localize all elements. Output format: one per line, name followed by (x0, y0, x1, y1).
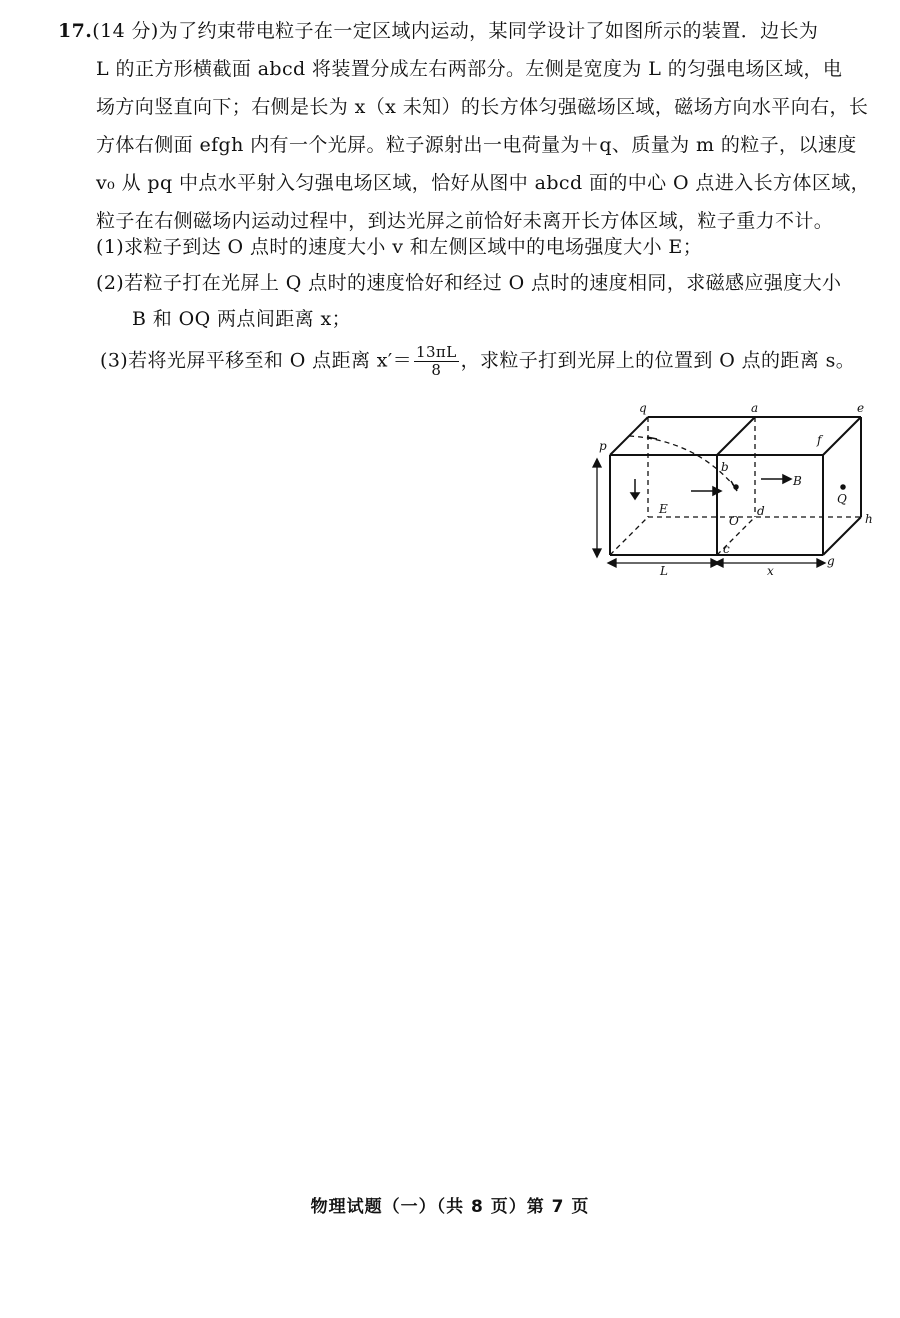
page-footer: 物理试题（一）（共 8 页）第 7 页 (310, 1197, 590, 1217)
label-d: d (757, 504, 765, 518)
sub-question-1: (1)求粒子到达 O 点时的速度大小 v 和左侧区域中的电场强度大小 E； (96, 236, 703, 258)
fraction-numerator: 13πL (416, 343, 457, 361)
apparatus-svg (585, 395, 880, 575)
question-text-line: 为了约束带电粒子在一定区域内运动，某同学设计了如图所示的装置．边长为 (158, 20, 819, 42)
fraction-denominator: 8 (431, 361, 442, 379)
apparatus-diagram (585, 395, 880, 575)
label-p: p (599, 439, 607, 453)
label-g: g (827, 554, 835, 568)
label-B: B (793, 474, 802, 488)
label-b: b (721, 460, 729, 474)
label-E: E (659, 502, 668, 516)
question-text-line: 粒子在右侧磁场内运动过程中，到达光屏之前恰好未离开长方体区域，粒子重力不计。 (96, 210, 834, 232)
question-text-line: 方体右侧面 efgh 内有一个光屏。粒子源射出一电荷量为＋q、质量为 m 的粒子，以速度 (96, 134, 857, 156)
question-line-1 (58, 12, 888, 50)
label-L: L (660, 564, 668, 575)
label-f: f (817, 433, 822, 447)
label-Q: Q (837, 492, 847, 506)
sub-question-2-part-a: (2)若粒子打在光屏上 Q 点时的速度恰好和经过 O 点时的速度相同，求磁感应强度大小 (96, 272, 842, 294)
label-a: a (751, 401, 759, 415)
fraction (414, 344, 459, 379)
sub-question-3-prefix: (3)若将光屏平移至和 O 点距离 x′＝ (100, 349, 413, 372)
label-c: c (723, 542, 730, 556)
question-17 (58, 12, 888, 240)
label-e: e (857, 401, 865, 415)
sub-question-3 (100, 344, 855, 379)
question-text-line: v₀ 从 pq 中点水平射入匀强电场区域，恰好从图中 abcd 面的中心 O 点进入长方体区域， (96, 172, 871, 194)
label-h: h (865, 512, 873, 526)
label-O: O (729, 514, 739, 528)
question-text-line: 场方向竖直向下；右侧是长为 x（x 未知）的长方体匀强磁场区域，磁场方向水平向右，长 (96, 96, 869, 118)
sub-question-2-part-b: B 和 OQ 两点间距离 x； (132, 308, 351, 330)
question-score: (14 分) (92, 20, 159, 42)
question-text-line: L 的正方形横截面 abcd 将装置分成左右两部分。左侧是宽度为 L 的匀强电场区域，电 (96, 58, 843, 80)
question-number: 17. (58, 20, 93, 42)
sub-question-3-suffix: ，求粒子打到光屏上的位置到 O 点的距离 s。 (460, 349, 856, 372)
label-q: q (639, 401, 647, 415)
label-x: x (767, 564, 774, 575)
